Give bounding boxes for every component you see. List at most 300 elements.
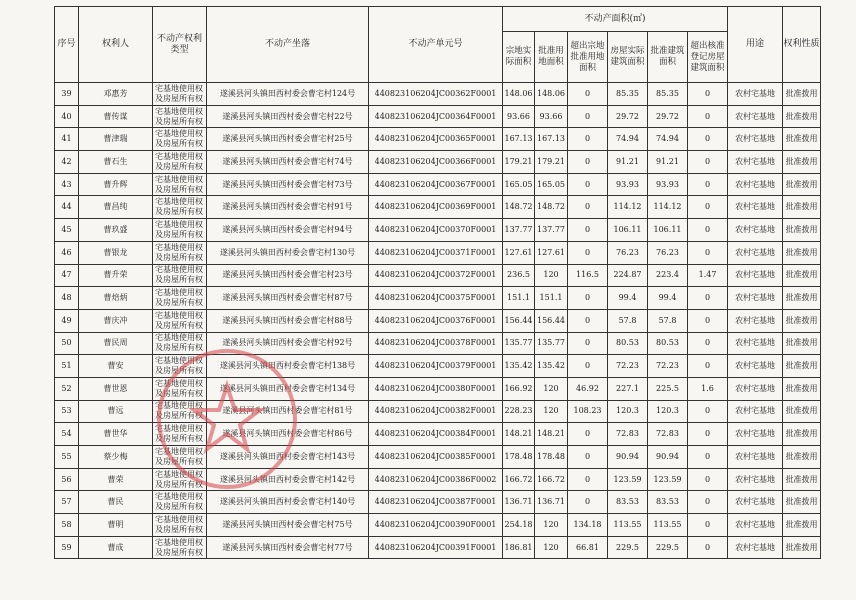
row-owner: 曹焙炳 [79, 287, 153, 310]
row-building-excess: 0 [688, 536, 728, 559]
row-owner: 曹石生 [79, 151, 153, 174]
row-building-excess: 0 [688, 83, 728, 106]
row-building-approved: 99.4 [648, 287, 688, 310]
row-building-actual: 99.4 [608, 287, 648, 310]
row-area-approved: 120 [535, 514, 568, 537]
row-building-actual: 114.12 [608, 196, 648, 219]
row-right-type: 宅基地使用权及房屋所有权 [153, 83, 207, 106]
row-nature: 批准拨用 [783, 264, 821, 287]
row-building-approved: 29.72 [648, 105, 688, 128]
row-nature: 批准拨用 [783, 514, 821, 537]
row-area-approved: 120 [535, 400, 568, 423]
header-area-actual: 宗地实际面积 [503, 32, 535, 83]
row-usage: 农村宅基地 [728, 287, 783, 310]
row-building-excess: 0 [688, 219, 728, 242]
row-building-approved: 76.23 [648, 241, 688, 264]
row-unit-no: 440823106204JC00375F0001 [369, 287, 503, 310]
row-unit-no: 440823106204JC00384F0001 [369, 423, 503, 446]
row-location: 遂溪县河头镇田西村委会曹宅村25号 [207, 128, 369, 151]
header-usage: 用途 [728, 7, 783, 83]
row-building-approved: 57.8 [648, 309, 688, 332]
row-right-type: 宅基地使用权及房屋所有权 [153, 309, 207, 332]
row-area-actual: 167.13 [503, 128, 535, 151]
row-nature: 批准拨用 [783, 173, 821, 196]
row-location: 遂溪县河头镇田西村委会曹宅村92号 [207, 332, 369, 355]
row-usage: 农村宅基地 [728, 264, 783, 287]
row-area-excess: 0 [568, 128, 608, 151]
row-nature: 批准拨用 [783, 446, 821, 469]
row-area-approved: 120 [535, 264, 568, 287]
header-unit-no: 不动产单元号 [369, 7, 503, 83]
table-row [55, 491, 821, 514]
row-usage: 农村宅基地 [728, 241, 783, 264]
row-area-approved: 148.06 [535, 83, 568, 106]
row-nature: 批准拨用 [783, 377, 821, 400]
row-area-excess: 0 [568, 446, 608, 469]
row-usage: 农村宅基地 [728, 196, 783, 219]
row-owner: 曹津瑞 [79, 128, 153, 151]
row-right-type: 宅基地使用权及房屋所有权 [153, 536, 207, 559]
row-building-excess: 0 [688, 173, 728, 196]
row-building-actual: 120.3 [608, 400, 648, 423]
row-building-excess: 1.47 [688, 264, 728, 287]
row-area-actual: 137.77 [503, 219, 535, 242]
row-building-approved: 91.21 [648, 151, 688, 174]
row-unit-no: 440823106204JC00372F0001 [369, 264, 503, 287]
row-area-approved: 120 [535, 377, 568, 400]
header-location: 不动产坐落 [207, 7, 369, 83]
row-usage: 农村宅基地 [728, 536, 783, 559]
header-right-type: 不动产权利类型 [153, 7, 207, 83]
row-right-type: 宅基地使用权及房屋所有权 [153, 423, 207, 446]
row-area-excess: 0 [568, 287, 608, 310]
row-nature: 批准拨用 [783, 105, 821, 128]
row-area-actual: 179.21 [503, 151, 535, 174]
row-nature: 批准拨用 [783, 151, 821, 174]
row-unit-no: 440823106204JC00391F0001 [369, 536, 503, 559]
row-location: 遂溪县河头镇田西村委会曹宅村88号 [207, 309, 369, 332]
row-location: 遂溪县河头镇田西村委会曹宅村23号 [207, 264, 369, 287]
row-building-actual: 90.94 [608, 446, 648, 469]
register-sheet [54, 6, 820, 559]
row-building-excess: 0 [688, 241, 728, 264]
row-unit-no: 440823106204JC00378F0001 [369, 332, 503, 355]
table-row [55, 219, 821, 242]
row-area-approved: 127.61 [535, 241, 568, 264]
row-right-type: 宅基地使用权及房屋所有权 [153, 400, 207, 423]
row-area-approved: 167.13 [535, 128, 568, 151]
row-area-excess: 116.5 [568, 264, 608, 287]
row-area-excess: 0 [568, 355, 608, 378]
row-area-approved: 148.72 [535, 196, 568, 219]
row-seq: 56 [55, 468, 79, 491]
row-seq: 39 [55, 83, 79, 106]
row-building-excess: 0 [688, 287, 728, 310]
row-area-actual: 135.42 [503, 355, 535, 378]
row-area-approved: 137.77 [535, 219, 568, 242]
row-owner: 曹升荣 [79, 264, 153, 287]
table-row [55, 151, 821, 174]
row-area-actual: 136.71 [503, 491, 535, 514]
row-nature: 批准拨用 [783, 219, 821, 242]
row-area-approved: 165.05 [535, 173, 568, 196]
table-row [55, 423, 821, 446]
row-building-actual: 227.1 [608, 377, 648, 400]
row-seq: 57 [55, 491, 79, 514]
row-location: 遂溪县河头镇田西村委会曹宅村86号 [207, 423, 369, 446]
row-area-excess: 0 [568, 468, 608, 491]
row-right-type: 宅基地使用权及房屋所有权 [153, 446, 207, 469]
row-seq: 41 [55, 128, 79, 151]
row-right-type: 宅基地使用权及房屋所有权 [153, 468, 207, 491]
row-location: 遂溪县河头镇田西村委会曹宅村143号 [207, 446, 369, 469]
row-building-actual: 80.53 [608, 332, 648, 355]
row-location: 遂溪县河头镇田西村委会曹宅村142号 [207, 468, 369, 491]
row-seq: 49 [55, 309, 79, 332]
table-row [55, 468, 821, 491]
row-unit-no: 440823106204JC00387F0001 [369, 491, 503, 514]
row-nature: 批准拨用 [783, 287, 821, 310]
row-area-excess: 46.92 [568, 377, 608, 400]
row-nature: 批准拨用 [783, 400, 821, 423]
row-area-actual: 186.81 [503, 536, 535, 559]
row-usage: 农村宅基地 [728, 332, 783, 355]
row-area-approved: 148.21 [535, 423, 568, 446]
row-right-type: 宅基地使用权及房屋所有权 [153, 128, 207, 151]
row-owner: 曹荣 [79, 468, 153, 491]
row-building-excess: 0 [688, 355, 728, 378]
row-right-type: 宅基地使用权及房屋所有权 [153, 219, 207, 242]
row-location: 遂溪县河头镇田西村委会曹宅村81号 [207, 400, 369, 423]
row-unit-no: 440823106204JC00386F0002 [369, 468, 503, 491]
row-seq: 53 [55, 400, 79, 423]
row-building-actual: 113.55 [608, 514, 648, 537]
row-seq: 47 [55, 264, 79, 287]
row-unit-no: 440823106204JC00366F0001 [369, 151, 503, 174]
row-usage: 农村宅基地 [728, 105, 783, 128]
row-area-actual: 93.66 [503, 105, 535, 128]
row-owner: 曹成 [79, 536, 153, 559]
row-seq: 52 [55, 377, 79, 400]
row-building-excess: 0 [688, 446, 728, 469]
table-row [55, 377, 821, 400]
row-seq: 48 [55, 287, 79, 310]
row-area-actual: 254.18 [503, 514, 535, 537]
row-building-actual: 76.23 [608, 241, 648, 264]
row-area-actual: 151.1 [503, 287, 535, 310]
row-building-approved: 123.59 [648, 468, 688, 491]
header-building-approved: 批准建筑面积 [648, 32, 688, 83]
row-seq: 42 [55, 151, 79, 174]
row-unit-no: 440823106204JC00379F0001 [369, 355, 503, 378]
table-row [55, 196, 821, 219]
row-building-actual: 29.72 [608, 105, 648, 128]
row-owner: 曹安 [79, 355, 153, 378]
header-owner: 权利人 [79, 7, 153, 83]
table-row [55, 173, 821, 196]
row-building-approved: 229.5 [648, 536, 688, 559]
row-building-excess: 0 [688, 468, 728, 491]
row-seq: 44 [55, 196, 79, 219]
row-area-excess: 0 [568, 241, 608, 264]
row-nature: 批准拨用 [783, 83, 821, 106]
row-building-actual: 72.23 [608, 355, 648, 378]
row-right-type: 宅基地使用权及房屋所有权 [153, 332, 207, 355]
row-right-type: 宅基地使用权及房屋所有权 [153, 287, 207, 310]
row-owner: 曹民周 [79, 332, 153, 355]
row-building-approved: 225.5 [648, 377, 688, 400]
header-area-excess: 超出宗地批准用地面积 [568, 32, 608, 83]
row-right-type: 宅基地使用权及房屋所有权 [153, 196, 207, 219]
row-nature: 批准拨用 [783, 309, 821, 332]
row-unit-no: 440823106204JC00364F0001 [369, 105, 503, 128]
row-owner: 曹世恩 [79, 377, 153, 400]
row-building-actual: 224.87 [608, 264, 648, 287]
row-area-actual: 148.06 [503, 83, 535, 106]
row-right-type: 宅基地使用权及房屋所有权 [153, 514, 207, 537]
header-building-excess: 超出核准登记房屋建筑面积 [688, 32, 728, 83]
row-area-excess: 134.18 [568, 514, 608, 537]
row-unit-no: 440823106204JC00376F0001 [369, 309, 503, 332]
row-usage: 农村宅基地 [728, 151, 783, 174]
table-row [55, 105, 821, 128]
row-right-type: 宅基地使用权及房屋所有权 [153, 377, 207, 400]
row-location: 遂溪县河头镇田西村委会曹宅村74号 [207, 151, 369, 174]
row-owner: 曹世华 [79, 423, 153, 446]
row-right-type: 宅基地使用权及房屋所有权 [153, 491, 207, 514]
table-row [55, 332, 821, 355]
row-location: 遂溪县河头镇田西村委会曹宅村124号 [207, 83, 369, 106]
row-unit-no: 440823106204JC00369F0001 [369, 196, 503, 219]
row-area-excess: 0 [568, 423, 608, 446]
row-seq: 43 [55, 173, 79, 196]
row-nature: 批准拨用 [783, 423, 821, 446]
row-owner: 曹升辉 [79, 173, 153, 196]
row-usage: 农村宅基地 [728, 423, 783, 446]
row-seq: 45 [55, 219, 79, 242]
row-building-excess: 0 [688, 332, 728, 355]
row-location: 遂溪县河头镇田西村委会曹宅村140号 [207, 491, 369, 514]
row-usage: 农村宅基地 [728, 173, 783, 196]
row-owner: 曹银龙 [79, 241, 153, 264]
row-location: 遂溪县河头镇田西村委会曹宅村87号 [207, 287, 369, 310]
row-building-approved: 83.53 [648, 491, 688, 514]
row-owner: 曹明 [79, 514, 153, 537]
row-building-approved: 93.93 [648, 173, 688, 196]
row-seq: 40 [55, 105, 79, 128]
row-nature: 批准拨用 [783, 241, 821, 264]
row-location: 遂溪县河头镇田西村委会曹宅村138号 [207, 355, 369, 378]
row-unit-no: 440823106204JC00390F0001 [369, 514, 503, 537]
row-area-actual: 166.72 [503, 468, 535, 491]
row-nature: 批准拨用 [783, 196, 821, 219]
row-seq: 58 [55, 514, 79, 537]
row-building-approved: 85.35 [648, 83, 688, 106]
row-area-excess: 0 [568, 491, 608, 514]
row-building-actual: 106.11 [608, 219, 648, 242]
table-row [55, 128, 821, 151]
row-area-actual: 236.5 [503, 264, 535, 287]
property-table [54, 6, 821, 559]
row-area-approved: 151.1 [535, 287, 568, 310]
row-usage: 农村宅基地 [728, 514, 783, 537]
row-building-actual: 83.53 [608, 491, 648, 514]
row-area-actual: 165.05 [503, 173, 535, 196]
row-building-actual: 123.59 [608, 468, 648, 491]
row-owner: 曹玖盛 [79, 219, 153, 242]
row-area-excess: 0 [568, 219, 608, 242]
row-building-excess: 1.6 [688, 377, 728, 400]
row-building-excess: 0 [688, 105, 728, 128]
row-usage: 农村宅基地 [728, 83, 783, 106]
row-area-excess: 0 [568, 173, 608, 196]
table-row [55, 536, 821, 559]
row-building-approved: 113.55 [648, 514, 688, 537]
row-seq: 50 [55, 332, 79, 355]
row-area-excess: 0 [568, 151, 608, 174]
row-right-type: 宅基地使用权及房屋所有权 [153, 151, 207, 174]
row-seq: 51 [55, 355, 79, 378]
row-building-approved: 72.83 [648, 423, 688, 446]
row-nature: 批准拨用 [783, 468, 821, 491]
table-row [55, 355, 821, 378]
row-building-approved: 74.94 [648, 128, 688, 151]
row-area-approved: 135.42 [535, 355, 568, 378]
table-row [55, 309, 821, 332]
row-area-approved: 120 [535, 536, 568, 559]
row-location: 遂溪县河头镇田西村委会曹宅村22号 [207, 105, 369, 128]
row-building-actual: 72.83 [608, 423, 648, 446]
table-row [55, 83, 821, 106]
row-usage: 农村宅基地 [728, 355, 783, 378]
row-nature: 批准拨用 [783, 355, 821, 378]
row-area-approved: 166.72 [535, 468, 568, 491]
row-area-excess: 0 [568, 105, 608, 128]
table-body [55, 83, 821, 559]
header-area-approved: 批准用地面积 [535, 32, 568, 83]
row-building-excess: 0 [688, 514, 728, 537]
row-usage: 农村宅基地 [728, 377, 783, 400]
row-unit-no: 440823106204JC00367F0001 [369, 173, 503, 196]
row-owner: 曹庆冲 [79, 309, 153, 332]
row-seq: 55 [55, 446, 79, 469]
row-building-approved: 90.94 [648, 446, 688, 469]
row-area-actual: 135.77 [503, 332, 535, 355]
row-location: 遂溪县河头镇田西村委会曹宅村77号 [207, 536, 369, 559]
row-area-actual: 148.72 [503, 196, 535, 219]
row-area-actual: 127.61 [503, 241, 535, 264]
row-seq: 46 [55, 241, 79, 264]
row-owner: 曹昌纯 [79, 196, 153, 219]
row-area-excess: 0 [568, 309, 608, 332]
row-location: 遂溪县河头镇田西村委会曹宅村75号 [207, 514, 369, 537]
row-location: 遂溪县河头镇田西村委会曹宅村94号 [207, 219, 369, 242]
row-building-approved: 114.12 [648, 196, 688, 219]
row-right-type: 宅基地使用权及房屋所有权 [153, 173, 207, 196]
row-building-actual: 85.35 [608, 83, 648, 106]
row-area-actual: 166.92 [503, 377, 535, 400]
row-unit-no: 440823106204JC00370F0001 [369, 219, 503, 242]
table-row [55, 264, 821, 287]
row-usage: 农村宅基地 [728, 468, 783, 491]
row-building-excess: 0 [688, 151, 728, 174]
table-row [55, 446, 821, 469]
row-location: 遂溪县河头镇田西村委会曹宅村130号 [207, 241, 369, 264]
row-nature: 批准拨用 [783, 332, 821, 355]
row-unit-no: 440823106204JC00362F0001 [369, 83, 503, 106]
row-location: 遂溪县河头镇田西村委会曹宅村91号 [207, 196, 369, 219]
row-owner: 蔡少梅 [79, 446, 153, 469]
row-owner: 曹远 [79, 400, 153, 423]
row-area-approved: 178.48 [535, 446, 568, 469]
row-building-excess: 0 [688, 423, 728, 446]
row-right-type: 宅基地使用权及房屋所有权 [153, 241, 207, 264]
row-owner: 邓惠芳 [79, 83, 153, 106]
row-building-approved: 72.23 [648, 355, 688, 378]
row-area-excess: 0 [568, 332, 608, 355]
row-seq: 59 [55, 536, 79, 559]
row-area-excess: 0 [568, 83, 608, 106]
row-usage: 农村宅基地 [728, 309, 783, 332]
row-right-type: 宅基地使用权及房屋所有权 [153, 355, 207, 378]
row-building-excess: 0 [688, 491, 728, 514]
row-building-excess: 0 [688, 309, 728, 332]
row-usage: 农村宅基地 [728, 219, 783, 242]
row-unit-no: 440823106204JC00380F0001 [369, 377, 503, 400]
row-nature: 批准拨用 [783, 128, 821, 151]
row-location: 遂溪县河头镇田西村委会曹宅村134号 [207, 377, 369, 400]
row-owner: 曹民 [79, 491, 153, 514]
row-building-approved: 80.53 [648, 332, 688, 355]
row-building-excess: 0 [688, 128, 728, 151]
row-area-actual: 156.44 [503, 309, 535, 332]
row-area-excess: 66.81 [568, 536, 608, 559]
row-area-actual: 148.21 [503, 423, 535, 446]
row-building-approved: 120.3 [648, 400, 688, 423]
table-row [55, 400, 821, 423]
row-usage: 农村宅基地 [728, 491, 783, 514]
row-area-actual: 178.48 [503, 446, 535, 469]
row-owner: 曹传谋 [79, 105, 153, 128]
row-usage: 农村宅基地 [728, 446, 783, 469]
row-building-actual: 93.93 [608, 173, 648, 196]
row-right-type: 宅基地使用权及房屋所有权 [153, 264, 207, 287]
header-seq: 序号 [55, 7, 79, 83]
row-nature: 批准拨用 [783, 536, 821, 559]
row-area-approved: 135.77 [535, 332, 568, 355]
row-seq: 54 [55, 423, 79, 446]
table-row [55, 241, 821, 264]
row-building-actual: 57.8 [608, 309, 648, 332]
row-area-excess: 108.23 [568, 400, 608, 423]
row-usage: 农村宅基地 [728, 400, 783, 423]
row-building-approved: 106.11 [648, 219, 688, 242]
row-area-excess: 0 [568, 196, 608, 219]
row-building-excess: 0 [688, 400, 728, 423]
row-area-approved: 156.44 [535, 309, 568, 332]
row-area-approved: 136.71 [535, 491, 568, 514]
table-row [55, 287, 821, 310]
row-nature: 批准拨用 [783, 491, 821, 514]
row-location: 遂溪县河头镇田西村委会曹宅村73号 [207, 173, 369, 196]
row-building-actual: 91.21 [608, 151, 648, 174]
header-area-group: 不动产面积(㎡) [503, 7, 728, 32]
row-building-actual: 229.5 [608, 536, 648, 559]
row-unit-no: 440823106204JC00385F0001 [369, 446, 503, 469]
table-row [55, 514, 821, 537]
header-building-actual: 房屋实际建筑面积 [608, 32, 648, 83]
row-building-approved: 223.4 [648, 264, 688, 287]
